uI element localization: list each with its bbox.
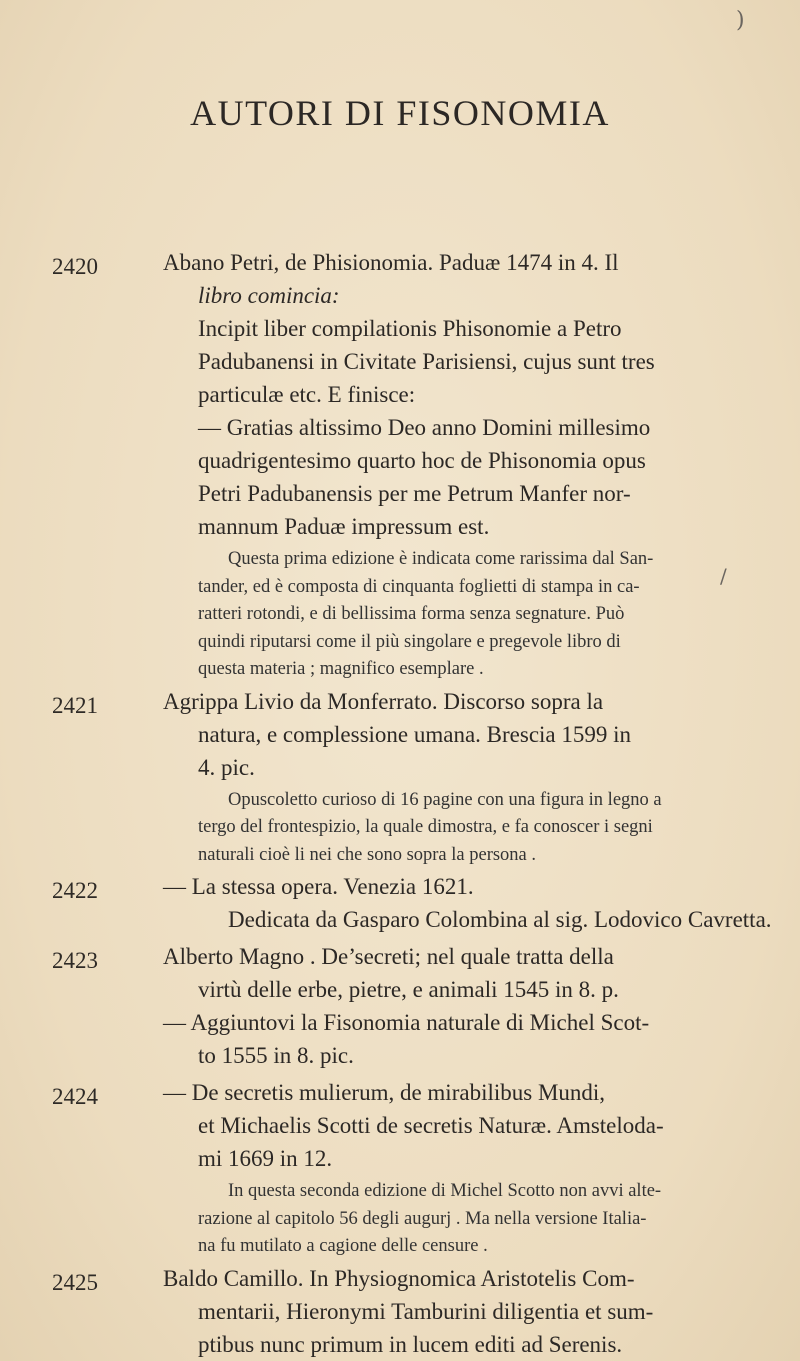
- entry-line: libro comincia:: [198, 283, 340, 308]
- entry-line: et Michaelis Scotti de secretis Naturæ. Amsteloda-: [198, 1113, 664, 1138]
- entry-line: mi 1669 in 12.: [198, 1146, 333, 1171]
- entry-note-line: quindi riputarsi come il più singolare e pregevole libro di: [198, 631, 621, 652]
- entry-line: — La stessa opera. Venezia 1621.: [163, 874, 474, 899]
- entry-note-line: Opuscoletto curioso di 16 pagine con una figura in legno a: [228, 789, 662, 810]
- entry-line: mannum Paduæ impressum est.: [198, 514, 490, 539]
- entry-number: 2422: [52, 878, 98, 903]
- entry-note-line: tergo del frontespizio, la quale dimostra, e fa conoscer i segni: [198, 817, 653, 837]
- entry-line: Abano Petri, de Phisionomia. Paduæ 1474 in 4. Il: [163, 250, 619, 275]
- entry-note-line: Questa prima edizione è indicata come rarissima dal San-: [228, 549, 654, 569]
- entry-line: Petri Padubanensis per me Petrum Manfer nor-: [198, 481, 631, 506]
- entry-note-line: na fu mutilato a cagione delle censure .: [198, 1236, 488, 1256]
- entry-number: 2420: [52, 254, 98, 279]
- entry-number: 2423: [52, 948, 98, 973]
- entry-line: Dedicata da Gasparo Colombina al sig. Lodovico Cavretta.: [228, 907, 772, 932]
- entry-line: — Gratias altissimo Deo anno Domini millesimo: [198, 415, 651, 440]
- entry-note-line: naturali cioè li nei che sono sopra la persona .: [198, 844, 537, 865]
- entry-line: Agrippa Livio da Monferrato. Discorso sopra la: [163, 688, 604, 714]
- entry-note-line: ratteri rotondi, e di bellissima forma senza segnature. Può: [198, 604, 625, 624]
- entry-line: — Aggiuntovi la Fisonomia naturale di Michel Scot-: [163, 1010, 650, 1035]
- entry-line: ptibus nunc primum in lucem editi ad Serenis.: [198, 1331, 623, 1357]
- entry-number: 2425: [52, 1269, 98, 1295]
- entry-line: virtù delle erbe, pietre, e animali 1545 in 8. p.: [198, 977, 619, 1002]
- entry-line: to 1555 in 8. pic.: [198, 1043, 354, 1068]
- entry-line: Padubanensi in Civitate Parisiensi, cujus sunt tres: [198, 349, 655, 374]
- entry-note-line: In questa seconda edizione di Michel Scotto non avvi alte-: [228, 1181, 662, 1201]
- entry-line: Incipit liber compilationis Phisonomie a Petro: [198, 316, 622, 341]
- entry-note-line: tander, ed è composta di cinquanta foglietti di stampa in ca-: [198, 576, 640, 597]
- entry-line: Alberto Magno . De’secreti; nel quale tratta della: [163, 944, 614, 969]
- entry-line: natura, e complessione umana. Brescia 1599 in: [198, 721, 632, 747]
- entry-number: 2421: [52, 692, 98, 718]
- entry-line: 4. pic.: [198, 754, 255, 780]
- entry-note-line: questa materia ; magnifico esemplare .: [198, 659, 484, 679]
- entry-note-line: razione al capitolo 56 degli augurj . Ma nella versione Italia-: [198, 1208, 647, 1229]
- entry-line: mentarii, Hieronymi Tamburini diligentia et sum-: [198, 1298, 654, 1324]
- entry-line: particulæ etc. E finisce:: [198, 382, 416, 407]
- pencil-mark: /: [720, 564, 727, 588]
- entry-line: — De secretis mulierum, de mirabilibus Mundi,: [163, 1080, 606, 1105]
- entry-line: quadrigentesimo quarto hoc de Phisonomia opus: [198, 448, 646, 473]
- pencil-mark: ): [736, 8, 745, 33]
- entry-number: 2424: [52, 1084, 98, 1109]
- entry-line: Baldo Camillo. In Physiognomica Aristotelis Com-: [163, 1265, 635, 1291]
- running-head-title: AUTORI DI FISONOMIA: [190, 93, 610, 133]
